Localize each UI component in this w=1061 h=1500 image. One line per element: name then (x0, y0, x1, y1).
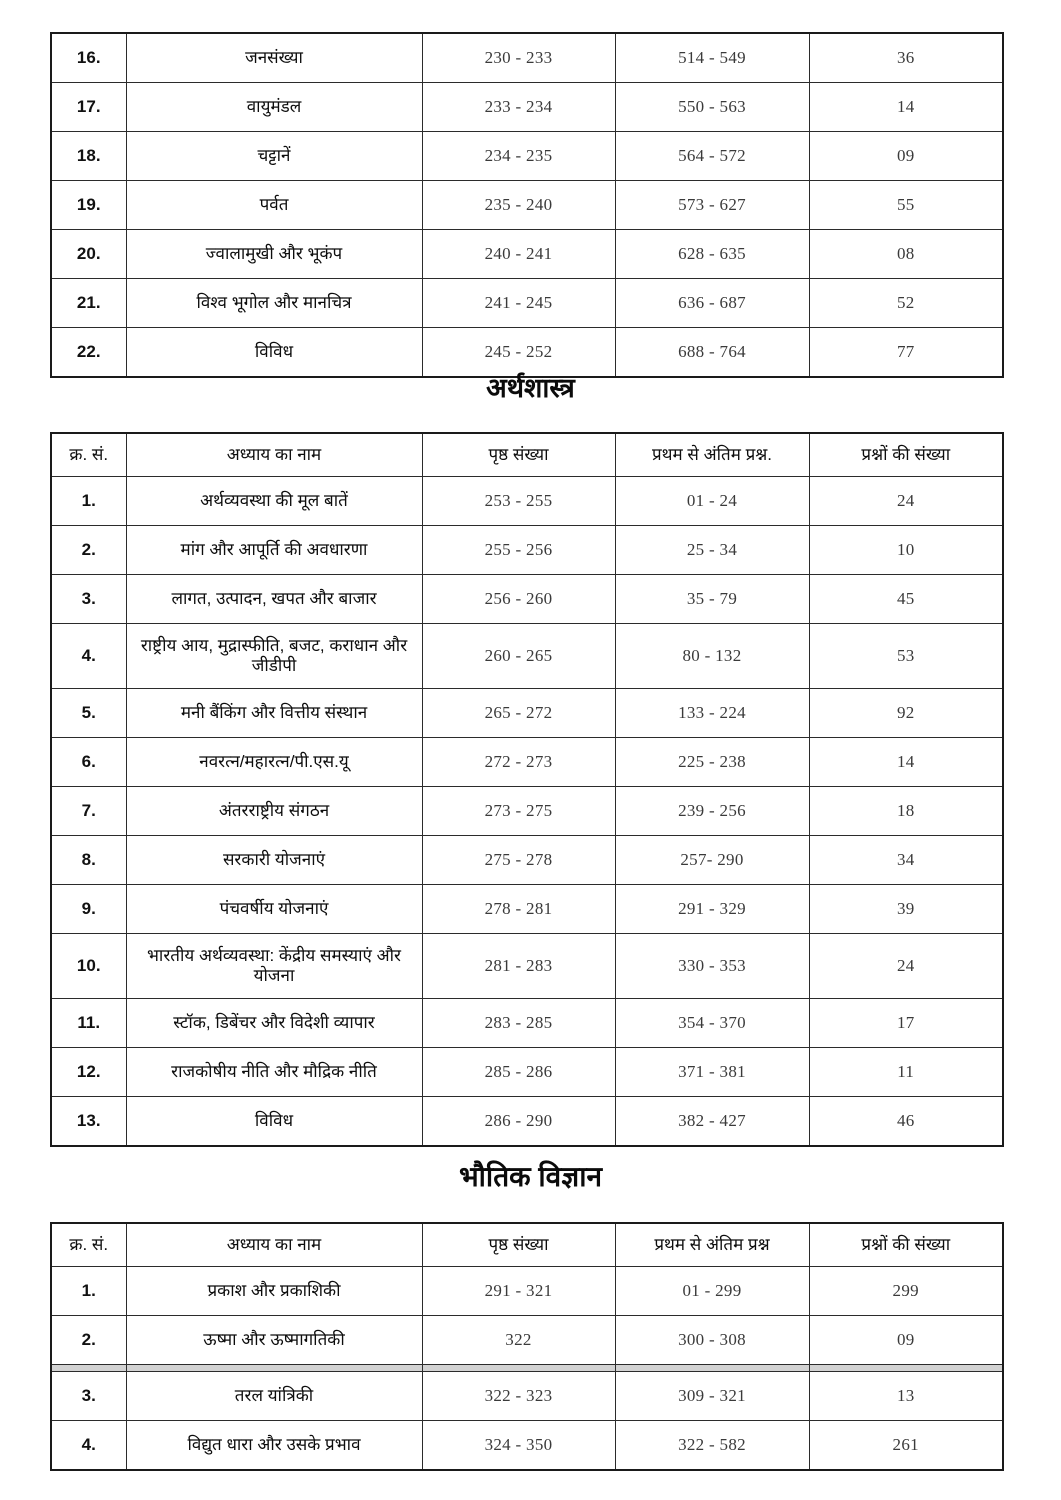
table-row (51, 1316, 1003, 1365)
row-pages: 272 - 273 (422, 738, 615, 787)
physics-table-body (51, 1267, 1003, 1471)
row-pages: 234 - 235 (422, 132, 615, 181)
section-break-rule (51, 1365, 1003, 1372)
physics-table-head (51, 1223, 1003, 1267)
table-row (51, 83, 1003, 132)
economics-table-wrapper (50, 432, 1002, 1147)
row-chapter: ज्वालामुखी और भूकंप (126, 230, 422, 279)
row-range: 322 - 582 (615, 1421, 809, 1471)
table-row (51, 33, 1003, 83)
row-chapter: मांग और आपूर्ति की अवधारणा (126, 526, 422, 575)
row-count: 52 (809, 279, 1003, 328)
row-count: 17 (809, 999, 1003, 1048)
row-count: 24 (809, 934, 1003, 999)
row-count: 34 (809, 836, 1003, 885)
section-heading-economics: अर्थशास्त्र (486, 373, 575, 403)
row-pages: 324 - 350 (422, 1421, 615, 1471)
row-serial: 7. (51, 787, 126, 836)
row-range: 688 - 764 (615, 328, 809, 378)
row-count: 261 (809, 1421, 1003, 1471)
row-pages: 285 - 286 (422, 1048, 615, 1097)
row-pages: 283 - 285 (422, 999, 615, 1048)
row-serial: 22. (51, 328, 126, 378)
table-row (51, 934, 1003, 999)
row-chapter: राष्ट्रीय आय, मुद्रास्फीति, बजट, कराधान और जीडीपी (126, 624, 422, 689)
header-serial: क्र. सं. (51, 433, 126, 477)
row-serial: 1. (51, 477, 126, 526)
row-serial: 9. (51, 885, 126, 934)
row-pages: 260 - 265 (422, 624, 615, 689)
row-chapter: अंतरराष्ट्रीय संगठन (126, 787, 422, 836)
row-pages: 230 - 233 (422, 33, 615, 83)
table-row (51, 1097, 1003, 1147)
row-count: 92 (809, 689, 1003, 738)
header-count: प्रश्नों की संख्या (809, 1223, 1003, 1267)
row-chapter: ऊष्मा और ऊष्मागतिकी (126, 1316, 422, 1365)
table-row (51, 738, 1003, 787)
physics-table (50, 1222, 1004, 1471)
table-row (51, 1048, 1003, 1097)
row-pages: 255 - 256 (422, 526, 615, 575)
row-chapter: विविध (126, 1097, 422, 1147)
header-serial: क्र. सं. (51, 1223, 126, 1267)
row-range: 628 - 635 (615, 230, 809, 279)
row-serial: 11. (51, 999, 126, 1048)
row-count: 53 (809, 624, 1003, 689)
row-range: 80 - 132 (615, 624, 809, 689)
row-range: 636 - 687 (615, 279, 809, 328)
row-serial: 5. (51, 689, 126, 738)
row-pages: 281 - 283 (422, 934, 615, 999)
table-header-row (51, 433, 1003, 477)
row-serial: 19. (51, 181, 126, 230)
table-row (51, 787, 1003, 836)
row-range: 35 - 79 (615, 575, 809, 624)
row-count: 36 (809, 33, 1003, 83)
table-row (51, 836, 1003, 885)
table-row (51, 181, 1003, 230)
row-pages: 235 - 240 (422, 181, 615, 230)
row-pages: 265 - 272 (422, 689, 615, 738)
row-pages: 322 (422, 1316, 615, 1365)
row-chapter: पर्वत (126, 181, 422, 230)
row-count: 09 (809, 132, 1003, 181)
table-row (51, 132, 1003, 181)
economics-table-body (51, 477, 1003, 1147)
row-chapter: नवरत्न/महारत्न/पी.एस.यू (126, 738, 422, 787)
row-count: 46 (809, 1097, 1003, 1147)
table-row (51, 526, 1003, 575)
header-pages: पृष्ठ संख्या (422, 1223, 615, 1267)
row-serial: 13. (51, 1097, 126, 1147)
geography-table-body (51, 33, 1003, 377)
row-chapter: पंचवर्षीय योजनाएं (126, 885, 422, 934)
row-count: 14 (809, 83, 1003, 132)
row-pages: 245 - 252 (422, 328, 615, 378)
row-pages: 233 - 234 (422, 83, 615, 132)
row-range: 300 - 308 (615, 1316, 809, 1365)
row-serial: 3. (51, 575, 126, 624)
row-chapter: भारतीय अर्थव्यवस्था: केंद्रीय समस्याएं और योजना (126, 934, 422, 999)
row-serial: 2. (51, 526, 126, 575)
row-serial: 2. (51, 1316, 126, 1365)
row-chapter: वायुमंडल (126, 83, 422, 132)
economics-table-head (51, 433, 1003, 477)
table-row (51, 1267, 1003, 1316)
row-serial: 8. (51, 836, 126, 885)
row-serial: 1. (51, 1267, 126, 1316)
header-count: प्रश्नों की संख्या (809, 433, 1003, 477)
table-row (51, 885, 1003, 934)
header-range: प्रथम से अंतिम प्रश्न (615, 1223, 809, 1267)
row-range: 291 - 329 (615, 885, 809, 934)
geography-table (50, 32, 1004, 378)
row-chapter: विद्युत धारा और उसके प्रभाव (126, 1421, 422, 1471)
row-serial: 6. (51, 738, 126, 787)
row-chapter: राजकोषीय नीति और मौद्रिक नीति (126, 1048, 422, 1097)
row-serial: 4. (51, 624, 126, 689)
row-range: 514 - 549 (615, 33, 809, 83)
row-range: 354 - 370 (615, 999, 809, 1048)
row-range: 309 - 321 (615, 1372, 809, 1421)
section-heading-physics: भौतिक विज्ञान (459, 1161, 602, 1192)
table-row (51, 477, 1003, 526)
row-range: 239 - 256 (615, 787, 809, 836)
table-row (51, 689, 1003, 738)
table-row (51, 1421, 1003, 1471)
row-count: 11 (809, 1048, 1003, 1097)
row-count: 10 (809, 526, 1003, 575)
row-chapter: तरल यांत्रिकी (126, 1372, 422, 1421)
row-count: 18 (809, 787, 1003, 836)
header-chapter: अध्याय का नाम (126, 1223, 422, 1267)
row-pages: 273 - 275 (422, 787, 615, 836)
row-pages: 256 - 260 (422, 575, 615, 624)
row-count: 77 (809, 328, 1003, 378)
row-count: 13 (809, 1372, 1003, 1421)
row-pages: 291 - 321 (422, 1267, 615, 1316)
row-serial: 4. (51, 1421, 126, 1471)
row-pages: 286 - 290 (422, 1097, 615, 1147)
table-header-row (51, 1223, 1003, 1267)
row-chapter: विविध (126, 328, 422, 378)
row-pages: 275 - 278 (422, 836, 615, 885)
row-pages: 278 - 281 (422, 885, 615, 934)
row-pages: 253 - 255 (422, 477, 615, 526)
row-pages: 241 - 245 (422, 279, 615, 328)
row-chapter: चट्टानें (126, 132, 422, 181)
row-count: 299 (809, 1267, 1003, 1316)
row-chapter: प्रकाश और प्रकाशिकी (126, 1267, 422, 1316)
row-range: 01 - 24 (615, 477, 809, 526)
row-serial: 3. (51, 1372, 126, 1421)
physics-table-wrapper (50, 1222, 1002, 1471)
header-range: प्रथम से अंतिम प्रश्न. (615, 433, 809, 477)
row-serial: 20. (51, 230, 126, 279)
row-chapter: जनसंख्या (126, 33, 422, 83)
row-range: 573 - 627 (615, 181, 809, 230)
row-count: 24 (809, 477, 1003, 526)
row-chapter: मनी बैंकिंग और वित्तीय संस्थान (126, 689, 422, 738)
header-chapter: अध्याय का नाम (126, 433, 422, 477)
row-range: 382 - 427 (615, 1097, 809, 1147)
table-row (51, 999, 1003, 1048)
row-serial: 18. (51, 132, 126, 181)
table-row (51, 624, 1003, 689)
table-row (51, 279, 1003, 328)
row-serial: 10. (51, 934, 126, 999)
row-range: 257- 290 (615, 836, 809, 885)
row-serial: 17. (51, 83, 126, 132)
row-range: 01 - 299 (615, 1267, 809, 1316)
row-range: 330 - 353 (615, 934, 809, 999)
geography-table-wrapper (50, 32, 1002, 378)
table-row (51, 575, 1003, 624)
row-range: 564 - 572 (615, 132, 809, 181)
row-count: 08 (809, 230, 1003, 279)
row-chapter: लागत, उत्पादन, खपत और बाजार (126, 575, 422, 624)
table-row (51, 230, 1003, 279)
row-serial: 21. (51, 279, 126, 328)
row-serial: 16. (51, 33, 126, 83)
row-count: 45 (809, 575, 1003, 624)
row-range: 25 - 34 (615, 526, 809, 575)
row-chapter: सरकारी योजनाएं (126, 836, 422, 885)
economics-table (50, 432, 1004, 1147)
row-range: 133 - 224 (615, 689, 809, 738)
row-pages: 322 - 323 (422, 1372, 615, 1421)
row-count: 39 (809, 885, 1003, 934)
row-serial: 12. (51, 1048, 126, 1097)
row-range: 371 - 381 (615, 1048, 809, 1097)
row-range: 225 - 238 (615, 738, 809, 787)
row-chapter: अर्थव्यवस्था की मूल बातें (126, 477, 422, 526)
row-chapter: विश्व भूगोल और मानचित्र (126, 279, 422, 328)
row-range: 550 - 563 (615, 83, 809, 132)
row-pages: 240 - 241 (422, 230, 615, 279)
row-count: 09 (809, 1316, 1003, 1365)
header-pages: पृष्ठ संख्या (422, 433, 615, 477)
table-row (51, 1372, 1003, 1421)
row-count: 55 (809, 181, 1003, 230)
row-chapter: स्टॉक, डिबेंचर और विदेशी व्यापार (126, 999, 422, 1048)
row-count: 14 (809, 738, 1003, 787)
